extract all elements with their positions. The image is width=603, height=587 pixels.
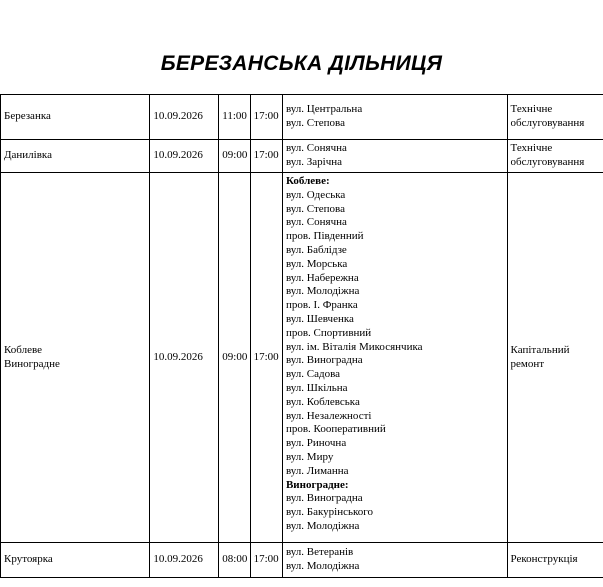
outage-schedule-table bbox=[0, 94, 603, 578]
type-lines-line: Технічне bbox=[510, 142, 553, 155]
village-lines-line: Данилівка bbox=[4, 149, 52, 162]
streets-cell bbox=[282, 140, 507, 173]
village-lines-line: Крутоярка bbox=[4, 553, 53, 566]
street-item: вул. Центральна bbox=[285, 103, 363, 116]
type-lines-line: обслуговування bbox=[510, 156, 585, 168]
street-item: вул. Сонячна bbox=[285, 142, 347, 155]
street-item: вул. Незалежності bbox=[285, 409, 372, 422]
streets-cell bbox=[282, 543, 507, 578]
work-type-cell bbox=[507, 140, 603, 173]
work-type-cell bbox=[507, 173, 603, 543]
start-time-cell: 11:00 bbox=[219, 95, 250, 140]
street-item: вул. Молодіжна bbox=[285, 560, 360, 572]
table-row bbox=[1, 95, 603, 140]
start-time-cell: 09:00 bbox=[219, 140, 250, 173]
street-item: вул. Молодіжна bbox=[285, 285, 360, 298]
street-item: вул. Миру bbox=[285, 450, 334, 463]
street-item: вул. Коблевська bbox=[285, 395, 360, 408]
end-time-cell: 17:00 bbox=[250, 140, 282, 173]
date-cell: 10.09.2026 bbox=[150, 95, 219, 140]
street-item: вул. Степова bbox=[285, 117, 345, 129]
table-row bbox=[1, 543, 603, 578]
village-cell bbox=[1, 543, 150, 578]
street-item: вул. Бакурінського bbox=[285, 506, 374, 519]
date-cell: 10.09.2026 bbox=[150, 543, 219, 578]
table-row bbox=[1, 140, 603, 173]
village-cell bbox=[1, 95, 150, 140]
street-item: вул. Одеська bbox=[285, 188, 346, 201]
locality-header: Коблеве: bbox=[285, 175, 330, 187]
start-time-cell: 09:00 bbox=[219, 173, 250, 543]
date-cell: 10.09.2026 bbox=[150, 140, 219, 173]
street-item: вул. Риночна bbox=[285, 437, 347, 450]
street-item: вул. ім. Віталія Микосянчика bbox=[285, 340, 423, 353]
street-item: вул. Морська bbox=[285, 257, 348, 270]
street-item: вул. Ветеранів bbox=[285, 546, 354, 559]
street-item: вул. Шкільна bbox=[285, 381, 348, 394]
street-item: вул. Лиманна bbox=[285, 464, 349, 477]
street-item: вул. Сонячна bbox=[285, 216, 347, 229]
end-time-cell: 17:00 bbox=[250, 173, 282, 543]
street-item: пров. Кооперативний bbox=[285, 423, 386, 436]
table-row bbox=[1, 173, 603, 543]
end-time-cell: 17:00 bbox=[250, 95, 282, 140]
street-item: вул. Шевченка bbox=[285, 312, 354, 325]
street-item: вул. Баблідзе bbox=[285, 243, 347, 256]
street-item: вул. Молодіжна bbox=[285, 519, 360, 532]
street-item: пров. Спортивний bbox=[285, 326, 372, 339]
village-lines-line: Виноградне bbox=[4, 357, 60, 370]
street-item: вул. Виноградна bbox=[285, 492, 363, 505]
type-lines-line: Капітальний bbox=[510, 343, 570, 356]
page-title: БЕРЕЗАНСЬКА ДІЛЬНИЦЯ bbox=[160, 52, 443, 75]
street-item: вул. Набережна bbox=[285, 271, 359, 284]
street-item: вул. Садова bbox=[285, 368, 341, 381]
type-lines-line: ремонт bbox=[510, 357, 545, 370]
street-item: пров. Південний bbox=[285, 230, 364, 243]
date-cell: 10.09.2026 bbox=[150, 173, 219, 543]
village-lines-line: Коблеве bbox=[4, 343, 42, 356]
locality-header: Виноградне: bbox=[285, 478, 349, 491]
start-time-cell: 08:00 bbox=[219, 543, 250, 578]
street-item: вул. Зарічна bbox=[285, 156, 343, 168]
street-item: вул. Виноградна bbox=[285, 354, 363, 367]
work-type-cell bbox=[507, 543, 603, 578]
end-time-cell: 17:00 bbox=[250, 543, 282, 578]
village-cell bbox=[1, 140, 150, 173]
work-type-cell bbox=[507, 95, 603, 140]
type-lines-line: Технічне bbox=[510, 103, 553, 116]
village-cell bbox=[1, 173, 150, 543]
streets-cell bbox=[282, 95, 507, 140]
streets-cell bbox=[282, 173, 507, 543]
type-lines-line: Реконструкція bbox=[510, 553, 578, 566]
village-lines-line: Березанка bbox=[4, 110, 51, 123]
street-item: пров. І. Франка bbox=[285, 299, 358, 312]
type-lines-line: обслуговування bbox=[510, 117, 585, 129]
street-item: вул. Степова bbox=[285, 202, 345, 215]
